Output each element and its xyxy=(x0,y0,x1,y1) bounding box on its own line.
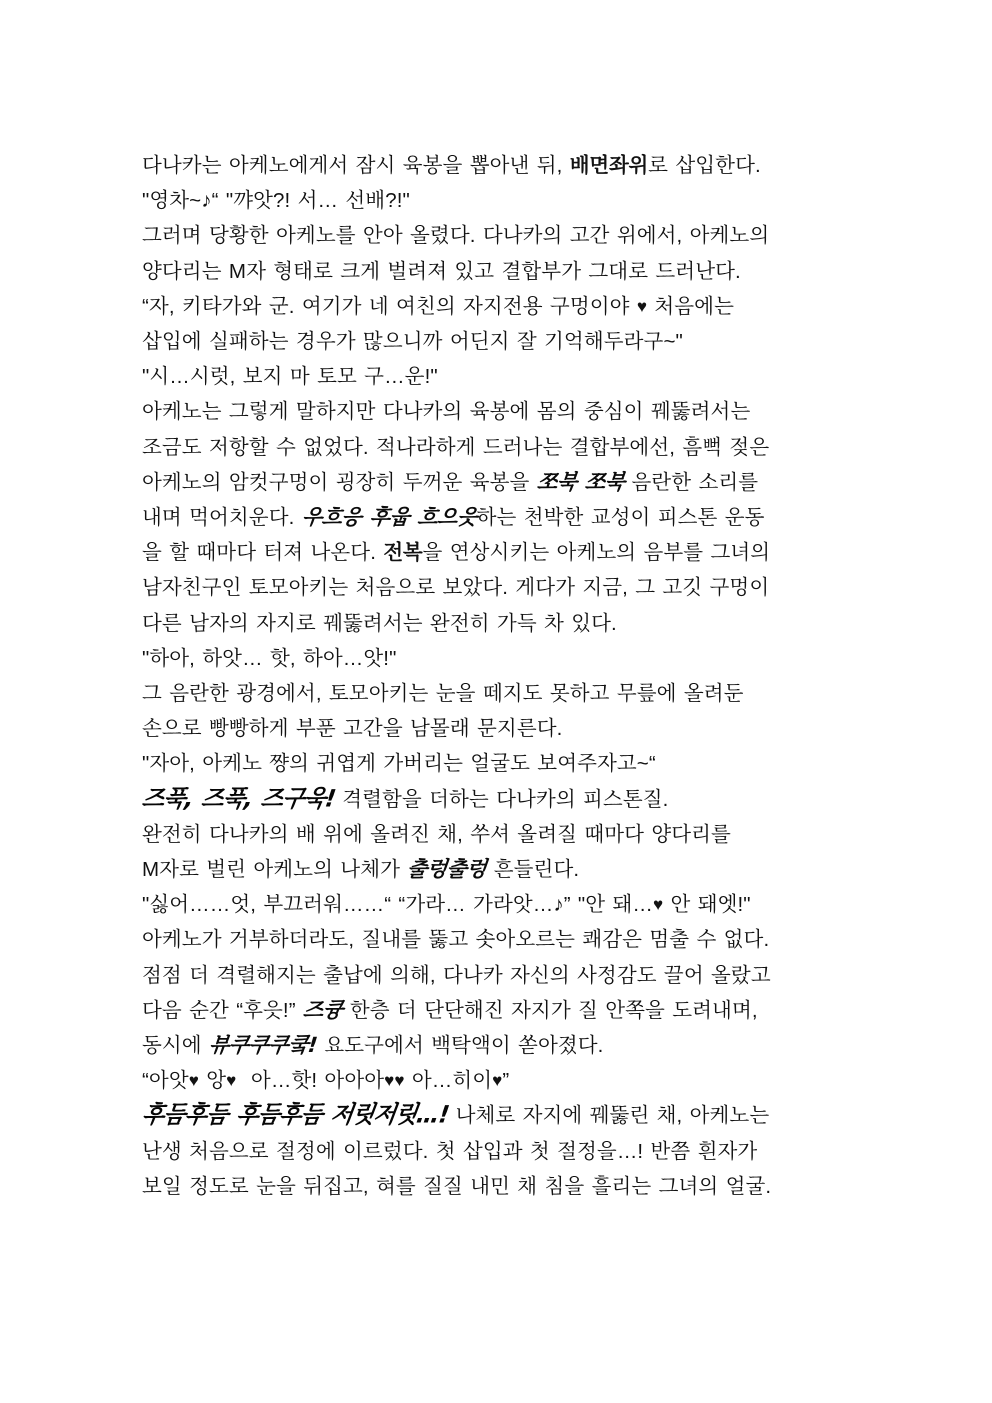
body-text: 그러며 당황한 아케노를 안아 올렸다. 다나카의 고간 위에서, 아케노의 xyxy=(142,224,770,248)
heart-glyph: ♥ xyxy=(226,1071,237,1091)
text-line xyxy=(142,641,854,676)
emphasis-text: 전복 xyxy=(383,541,423,565)
text-line xyxy=(142,570,854,605)
body-text: 요도구에서 백탁액이 쏟아졌다. xyxy=(317,1034,604,1058)
body-text: 아케노가 거부하더라도, 질내를 뚫고 솟아오르는 쾌감은 멈출 수 없다. xyxy=(142,928,770,952)
body-text: 나체로 자지에 꿰뚫린 채, 아케노는 xyxy=(448,1104,770,1128)
text-line xyxy=(142,1134,854,1169)
text-line xyxy=(142,183,854,218)
text-line xyxy=(142,1028,854,1063)
text-line xyxy=(142,1063,854,1098)
heart-glyph: ♥ xyxy=(653,895,664,915)
text-line xyxy=(142,606,854,641)
text-line xyxy=(142,465,854,500)
text-line xyxy=(142,535,854,570)
heart-glyph: ♥ xyxy=(492,1071,503,1091)
text-line xyxy=(142,1169,854,1204)
body-text: 로 삽입한다. xyxy=(648,154,761,177)
text-line xyxy=(142,922,854,957)
body-text: "하아, 하앗… 핫, 하아…앗!" xyxy=(142,646,397,670)
body-text: 난생 처음으로 절정에 이르렀다. 첫 삽입과 첫 절정을…! 반쯤 흰자가 xyxy=(142,1139,758,1163)
heart-glyph: ♥ xyxy=(636,296,648,316)
body-text: 안 돼엣!" xyxy=(663,893,751,917)
text-line xyxy=(142,324,854,359)
body-text: 그 음란한 광경에서, 토모아키는 눈을 떼지도 못하고 무릎에 올려둔 xyxy=(142,682,744,706)
body-text: 다나카는 아케노에게서 잠시 육봉을 뽑아낸 뒤, xyxy=(142,154,570,177)
body-text: ” xyxy=(502,1069,510,1093)
body-text: 보일 정도로 눈을 뒤집고, 혀를 질질 내민 채 침을 흘리는 그녀의 얼굴. xyxy=(142,1174,772,1198)
body-text: 아…핫! 아아아 xyxy=(236,1069,385,1093)
body-text: 조금도 저항할 수 없었다. 적나라하게 드러나는 결합부에선, 흠뻑 젖은 xyxy=(142,435,770,459)
body-text: 다음 순간 “후읏!” xyxy=(142,998,303,1022)
text-line xyxy=(142,958,854,993)
text-line xyxy=(142,359,854,394)
text-line xyxy=(142,782,854,817)
body-text: 을 할 때마다 터져 나온다. xyxy=(142,541,384,565)
body-text: 하는 천박한 교성이 피스톤 운동 xyxy=(476,506,765,530)
sound-effect-text: 즈큥 xyxy=(301,997,344,1022)
document-text-body xyxy=(142,148,854,1204)
text-line xyxy=(142,746,854,781)
sound-effect-text: 출렁출렁 xyxy=(406,857,488,882)
body-text: 아케노의 암컷구멍이 굉장히 두꺼운 육봉을 xyxy=(142,470,537,494)
sound-effect-text-large: 후듬후듬 후듬후듬 저릿저릿…! xyxy=(140,1101,451,1129)
sound-effect-text: 쪼북 쪼북 xyxy=(535,469,626,494)
text-line xyxy=(142,394,854,429)
body-text: “아앗 xyxy=(142,1069,189,1093)
text-line xyxy=(142,148,854,183)
body-text: 한층 더 단단해진 자지가 질 안쪽을 도려내며, xyxy=(342,998,758,1022)
body-text: "시…시럿, 보지 마 토모 구…운!" xyxy=(142,365,438,389)
body-text: "영차~♪“ "꺄앗?! 서… 선배?!" xyxy=(142,189,410,213)
body-text: 손으로 빵빵하게 부푼 고간을 남몰래 문지른다. xyxy=(142,717,563,741)
heart-glyph: ♥ xyxy=(188,1071,199,1091)
body-text: 음란한 소리를 xyxy=(624,470,759,494)
emphasis-text: 배면좌위 xyxy=(569,154,649,177)
sound-effect-text: 뷰쿠쿠쿠쿸! xyxy=(207,1033,319,1058)
body-text: 처음에는 xyxy=(647,294,734,318)
heart-glyph: ♥♥ xyxy=(384,1071,405,1091)
text-line xyxy=(142,817,854,852)
text-line xyxy=(142,1098,854,1133)
body-text: 다른 남자의 자지로 꿰뚫려서는 완전히 가득 차 있다. xyxy=(142,611,617,635)
sound-effect-text-large: 즈푹, 즈푹, 즈구욱! xyxy=(140,785,337,813)
text-line xyxy=(142,711,854,746)
body-text: 동시에 xyxy=(142,1034,210,1058)
body-text: 남자친구인 토모아키는 처음으로 보았다. 게다가 지금, 그 고깃 구멍이 xyxy=(142,576,770,600)
text-line xyxy=(142,676,854,711)
text-line xyxy=(142,218,854,253)
text-line xyxy=(142,852,854,887)
body-text: 앙 xyxy=(198,1069,227,1093)
body-text: 아…히이 xyxy=(404,1069,493,1093)
body-text: "싫어……엇, 부끄러워……“ “가라… 가라앗…♪” "안 돼… xyxy=(142,893,653,917)
text-line xyxy=(142,289,854,324)
body-text: 격렬함을 더하는 다나카의 피스톤질. xyxy=(334,787,669,811)
body-text: "자아, 아케노 쨩의 귀엽게 가버리는 얼굴도 보여주자고~“ xyxy=(142,752,656,776)
text-line xyxy=(142,887,854,922)
body-text: 흔들린다. xyxy=(486,858,580,882)
body-text: M자로 벌린 아케노의 나체가 xyxy=(142,858,408,882)
text-line xyxy=(142,430,854,465)
body-text: 삽입에 실패하는 경우가 많으니까 어딘지 잘 기억해두라구~" xyxy=(142,330,683,354)
text-line xyxy=(142,993,854,1028)
text-line xyxy=(142,254,854,289)
sound-effect-text: 우흐응 후웁 흐으읏 xyxy=(300,505,478,530)
text-line xyxy=(142,500,854,535)
body-text: 을 연상시키는 아케노의 음부를 그녀의 xyxy=(422,541,771,565)
body-text: 점점 더 격렬해지는 출납에 의해, 다나카 자신의 사정감도 끌어 올랐고 xyxy=(142,963,771,987)
body-text: 아케노는 그렇게 말하지만 다나카의 육봉에 몸의 중심이 꿰뚫려서는 xyxy=(142,400,751,424)
body-text: “자, 키타가와 군. 여기가 네 여친의 자지전용 구멍이야 xyxy=(142,294,637,318)
body-text: 완전히 다나카의 배 위에 올려진 채, 쑤셔 올려질 때마다 양다리를 xyxy=(142,822,731,846)
body-text: 양다리는 M자 형태로 크게 벌려져 있고 결합부가 그대로 드러난다. xyxy=(142,259,741,283)
body-text: 내며 먹어치운다. xyxy=(142,506,302,530)
